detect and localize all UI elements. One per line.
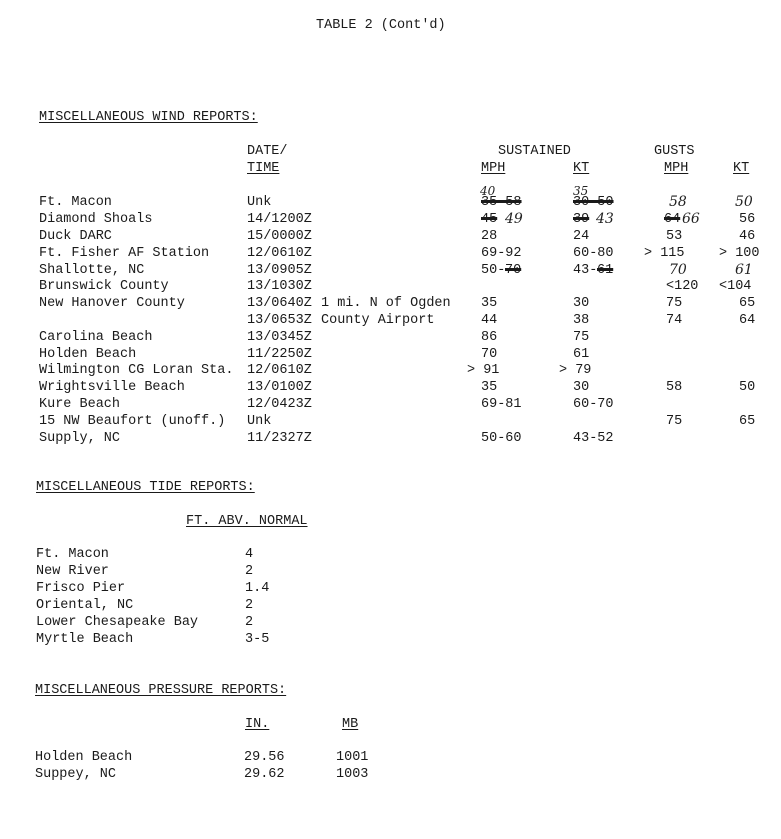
tide-value: 1.4 (245, 581, 270, 596)
sustained-kt: 24 (573, 229, 590, 244)
station-name: Holden Beach (39, 347, 137, 362)
station-name: Frisco Pier (36, 581, 126, 596)
station-name: Wilmington CG Loran Sta. (39, 363, 234, 378)
station-name: Supply, NC (39, 431, 121, 446)
wind-col-gusts-kt: KT (733, 161, 750, 176)
handwritten-annotation: 35 (573, 184, 589, 198)
tide-heading: MISCELLANEOUS TIDE REPORTS: (36, 480, 255, 495)
report-time: 13/0905Z (247, 263, 312, 278)
gusts-kt: 64 (739, 313, 756, 328)
wind-row (0, 379, 781, 396)
station-name: Kure Beach (39, 397, 121, 412)
tide-row (0, 631, 781, 648)
pressure-mb: 1001 (336, 750, 369, 765)
station-name: Ft. Macon (36, 547, 109, 562)
report-time: 13/0640Z (247, 296, 312, 311)
gusts-mph: 58 (669, 194, 687, 210)
report-time: 13/1030Z (247, 279, 312, 294)
tide-row (0, 597, 781, 614)
tide-value: 2 (245, 615, 254, 630)
station-name: Duck DARC (39, 229, 112, 244)
sustained-kt: 61 (573, 347, 590, 362)
station-name: Carolina Beach (39, 330, 153, 345)
report-time: Unk (247, 414, 272, 429)
sustained-mph: 35 (481, 296, 498, 311)
report-time: 15/0000Z (247, 229, 312, 244)
report-time: 11/2250Z (247, 347, 312, 362)
gusts-mph: > 115 (644, 246, 685, 261)
gusts-kt: 50 (739, 380, 756, 395)
wind-row (0, 362, 781, 379)
station-name: Brunswick County (39, 279, 169, 294)
report-time: 13/0100Z (247, 380, 312, 395)
tide-value: 2 (245, 598, 254, 613)
wind-row (0, 312, 781, 329)
wind-col-date: DATE/ (247, 144, 288, 159)
wind-col-gusts-mph: MPH (664, 161, 689, 176)
gusts-mph: <120 (666, 279, 699, 294)
handwritten-annotation: 66 (682, 211, 700, 227)
sustained-mph: 28 (481, 229, 498, 244)
tide-row (0, 614, 781, 631)
wind-col-sustained-mph: MPH (481, 161, 506, 176)
sustained-kt: 75 (573, 330, 590, 345)
station-name: 15 NW Beaufort (unoff.) (39, 414, 226, 429)
sustained-kt: 43- (573, 263, 598, 278)
gusts-kt: > 100 (719, 246, 760, 261)
gusts-mph: 75 (666, 296, 683, 311)
report-time: 14/1200Z (247, 212, 312, 227)
sustained-kt: 39 (573, 212, 590, 227)
struck-value: 70 (505, 263, 522, 278)
location-note: County Airport (321, 313, 435, 328)
sustained-kt: 43-52 (573, 431, 614, 446)
pressure-inches: 29.56 (244, 750, 285, 765)
station-name: Holden Beach (35, 750, 133, 765)
sustained-mph: 70 (481, 347, 498, 362)
pressure-inches: 29.62 (244, 767, 285, 782)
pressure-row (0, 766, 781, 783)
tide-col-normal: FT. ABV. NORMAL (186, 514, 308, 529)
gusts-kt: 61 (735, 262, 753, 278)
wind-row (0, 245, 781, 262)
tide-row (0, 546, 781, 563)
gusts-kt: 46 (739, 229, 756, 244)
sustained-kt: 30 (573, 296, 590, 311)
gusts-mph: 74 (666, 313, 683, 328)
report-time: 13/0653Z (247, 313, 312, 328)
station-name: Wrightsville Beach (39, 380, 185, 395)
wind-row (0, 228, 781, 245)
wind-col-gusts: GUSTS (654, 144, 695, 159)
gusts-kt: 65 (739, 414, 756, 429)
sustained-mph: 69-81 (481, 397, 522, 412)
handwritten-annotation: 40 (480, 184, 496, 198)
location-note: 1 mi. N of Ogden (321, 296, 451, 311)
report-time: 12/0423Z (247, 397, 312, 412)
wind-col-sustained: SUSTAINED (498, 144, 571, 159)
sustained-kt: 38 (573, 313, 590, 328)
gusts-mph: 70 (669, 262, 687, 278)
station-name: Myrtle Beach (36, 632, 134, 647)
sustained-mph: 50-60 (481, 431, 522, 446)
sustained-mph: 44 (481, 313, 498, 328)
sustained-mph: 50- (481, 263, 506, 278)
gusts-kt: <104 (719, 279, 752, 294)
tide-value: 4 (245, 547, 254, 562)
wind-row (0, 346, 781, 363)
wind-row (0, 329, 781, 346)
wind-row (0, 211, 781, 228)
gusts-kt: 50 (735, 194, 753, 210)
station-name: Ft. Fisher AF Station (39, 246, 210, 261)
station-name: New Hanover County (39, 296, 185, 311)
report-time: 12/0610Z (247, 363, 312, 378)
sustained-kt: > 79 (559, 363, 592, 378)
sustained-kt: 30 (573, 380, 590, 395)
wind-row (0, 278, 781, 295)
pressure-row (0, 749, 781, 766)
station-name: Shallotte, NC (39, 263, 145, 278)
sustained-mph: 86 (481, 330, 498, 345)
sustained-kt: 60-70 (573, 397, 614, 412)
wind-row (0, 262, 781, 279)
page-title: TABLE 2 (Cont'd) (316, 18, 446, 33)
handwritten-annotation: 43 (596, 211, 614, 227)
tide-value: 3-5 (245, 632, 270, 647)
station-name: New River (36, 564, 109, 579)
sustained-mph: 45 (481, 212, 498, 227)
pressure-heading: MISCELLANEOUS PRESSURE REPORTS: (35, 683, 287, 698)
pressure-col-in: IN. (245, 717, 270, 732)
report-time: 13/0345Z (247, 330, 312, 345)
sustained-kt: 30-50 (573, 195, 614, 210)
gusts-mph: 58 (666, 380, 683, 395)
wind-col-time: TIME (247, 161, 280, 176)
report-time: Unk (247, 195, 272, 210)
wind-row (0, 396, 781, 413)
station-name: Lower Chesapeake Bay (36, 615, 199, 630)
report-time: 11/2327Z (247, 431, 312, 446)
gusts-kt: 56 (739, 212, 756, 227)
tide-row (0, 563, 781, 580)
pressure-col-mb: MB (342, 717, 359, 732)
report-time: 12/0610Z (247, 246, 312, 261)
wind-col-sustained-kt: KT (573, 161, 590, 176)
struck-value: 61 (597, 263, 614, 278)
sustained-mph: 35-58 (481, 195, 522, 210)
sustained-kt: 60-80 (573, 246, 614, 261)
gusts-mph: 53 (666, 229, 683, 244)
gusts-mph: 64 (664, 212, 681, 227)
wind-row (0, 430, 781, 447)
tide-row (0, 580, 781, 597)
sustained-mph: > 91 (467, 363, 500, 378)
sustained-mph: 35 (481, 380, 498, 395)
wind-row (0, 413, 781, 430)
handwritten-annotation: 49 (505, 211, 523, 227)
tide-value: 2 (245, 564, 254, 579)
pressure-mb: 1003 (336, 767, 369, 782)
station-name: Oriental, NC (36, 598, 134, 613)
station-name: Diamond Shoals (39, 212, 153, 227)
gusts-mph: 75 (666, 414, 683, 429)
station-name: Ft. Macon (39, 195, 112, 210)
wind-row (0, 194, 781, 211)
station-name: Suppey, NC (35, 767, 117, 782)
wind-row (0, 295, 781, 312)
gusts-kt: 65 (739, 296, 756, 311)
sustained-mph: 69-92 (481, 246, 522, 261)
wind-heading: MISCELLANEOUS WIND REPORTS: (39, 110, 258, 125)
